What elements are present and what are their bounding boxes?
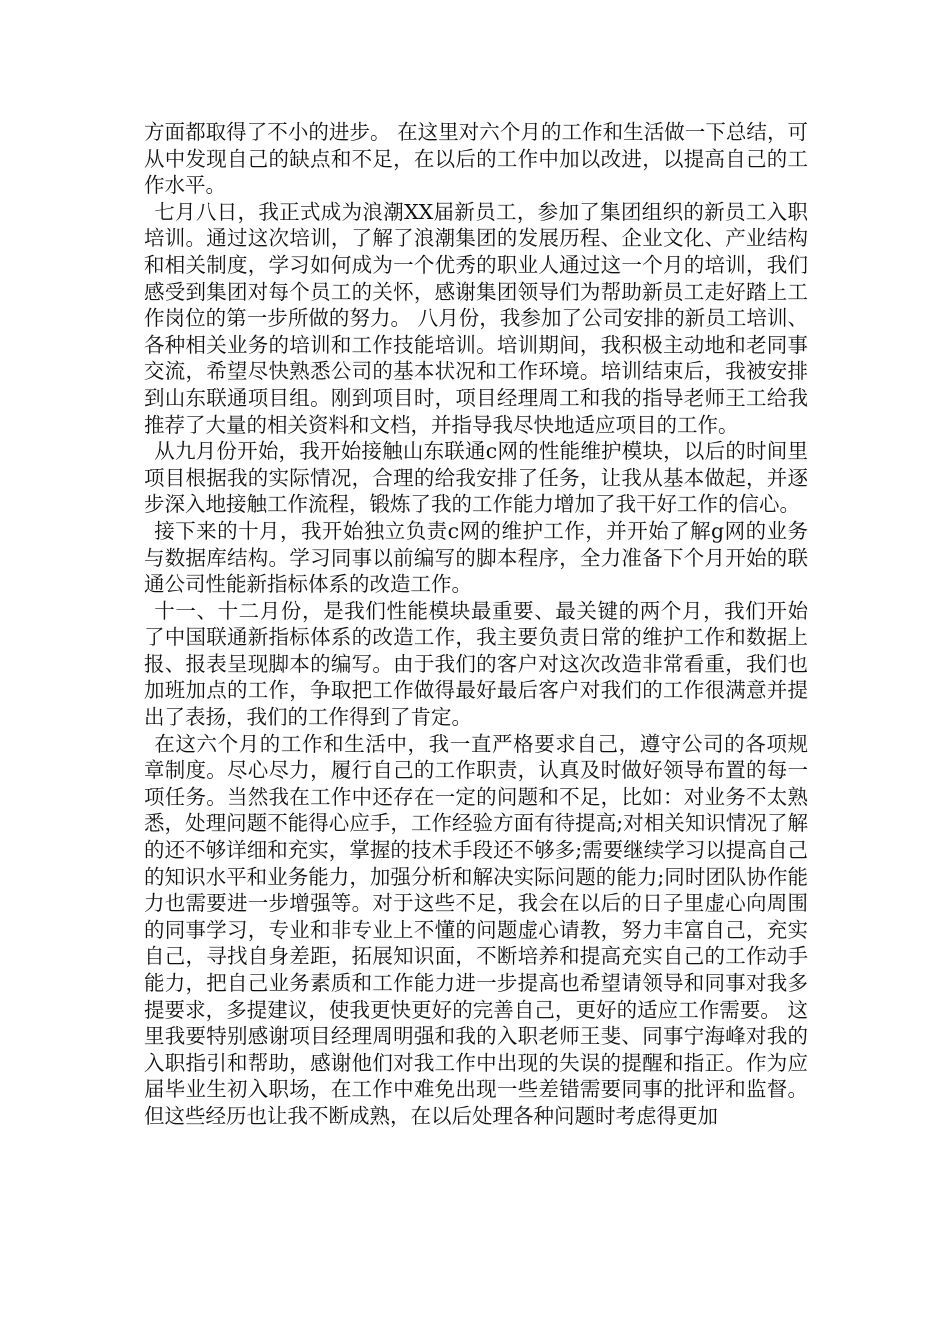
paragraph-3: 从九月份开始，我开始接触山东联通c网的性能维护模块，以后的时间里项目根据我的实际情况，合理的给我安排了任务，让我从基本做起，并逐步深入地接触工作流程，锻炼了我的工作能力增加了我干好工作的信心。 [144, 439, 808, 517]
paragraph-4: 接下来的十月，我开始独立负责c网的维护工作，并开始了解g网的业务与数据库结构。学习同事以前编写的脚本程序，全力准备下个月开始的联通公司性能新指标体系的改造工作。 [144, 518, 808, 597]
document-page [144, 119, 808, 1130]
paragraph-6: 在这六个月的工作和生活中，我一直严格要求自己，遵守公司的各项规章制度。尽心尽力，履行自己的工作职责，认真及时做好领导布置的每一项任务。当然我在工作中还存在一定的问题和不足，比如：对业务不太熟悉，处理问题不能得心应手，工作经验方面有待提高;对相关知识情况了解的还不够详细和充实，掌握的技术手段还不够多;需要继续学习以提高自己的知识水平和业务能力，加强分析和解决实际问题的能力;同时团队协作能力也需要进一步增强等。对于这些不足，我会在以后的日子里虚心向周围的同事学习，专业和非专业上不懂的问题虚心请教，努力丰富自己，充实自己，寻找自身差距，拓展知识面，不断培养和提高充实自己的工作动手能力，把自己业务素质和工作能力进一步提高也希望请领导和同事对我多提要求，多提建议，使我更快更好的完善自己，更好的适应工作需要。 这里我要特别感谢项目经理周明强和我的入职老师王斐、同事宁海峰对我的入职指引和帮助，感谢他们对我工作中出现的失误的提醒和指正。作为应届毕业生初入职场，在工作中难免出现一些差错需要同事的批评和监督。但这些经历也让我不断成熟，在以后处理各种问题时考虑得更加 [144, 731, 808, 1128]
paragraph-1: 方面都取得了不小的进步。 在这里对六个月的工作和生活做一下总结，可从中发现自己的缺点和不足，在以后的工作中加以改进，以提高自己的工作水平。 [144, 120, 808, 198]
paragraph-5: 十一、十二月份，是我们性能模块最重要、最关键的两个月，我们开始了中国联通新指标体系的改造工作，我主要负责日常的维护工作和数据上报、报表呈现脚本的编写。由于我们的客户对这次改造非常看重，我们也加班加点的工作，争取把工作做得最好最后客户对我们的工作很满意并提出了表扬，我们的工作得到了肯定。 [144, 598, 808, 730]
paragraph-2: 七月八日，我正式成为浪潮XX届新员工，参加了集团组织的新员工入职培训。通过这次培训，了解了浪潮集团的发展历程、企业文化、产业结构和相关制度，学习如何成为一个优秀的职业人通过这一个月的培训，我们感受到集团对每个员工的关怀，感谢集团领导们为帮助新员工走好踏上工作岗位的第一步所做的努力。 八月份，我参加了公司安排的新员工培训、各种相关业务的培训和工作技能培训。培训期间，我积极主动地和老同事交流，希望尽快熟悉公司的基本状况和工作环境。培训结束后，我被安排到山东联通项目组。刚到项目时，项目经理周工和我的指导老师王工给我推荐了大量的相关资料和文档，并指导我尽快地适应项目的工作。 [144, 199, 808, 437]
